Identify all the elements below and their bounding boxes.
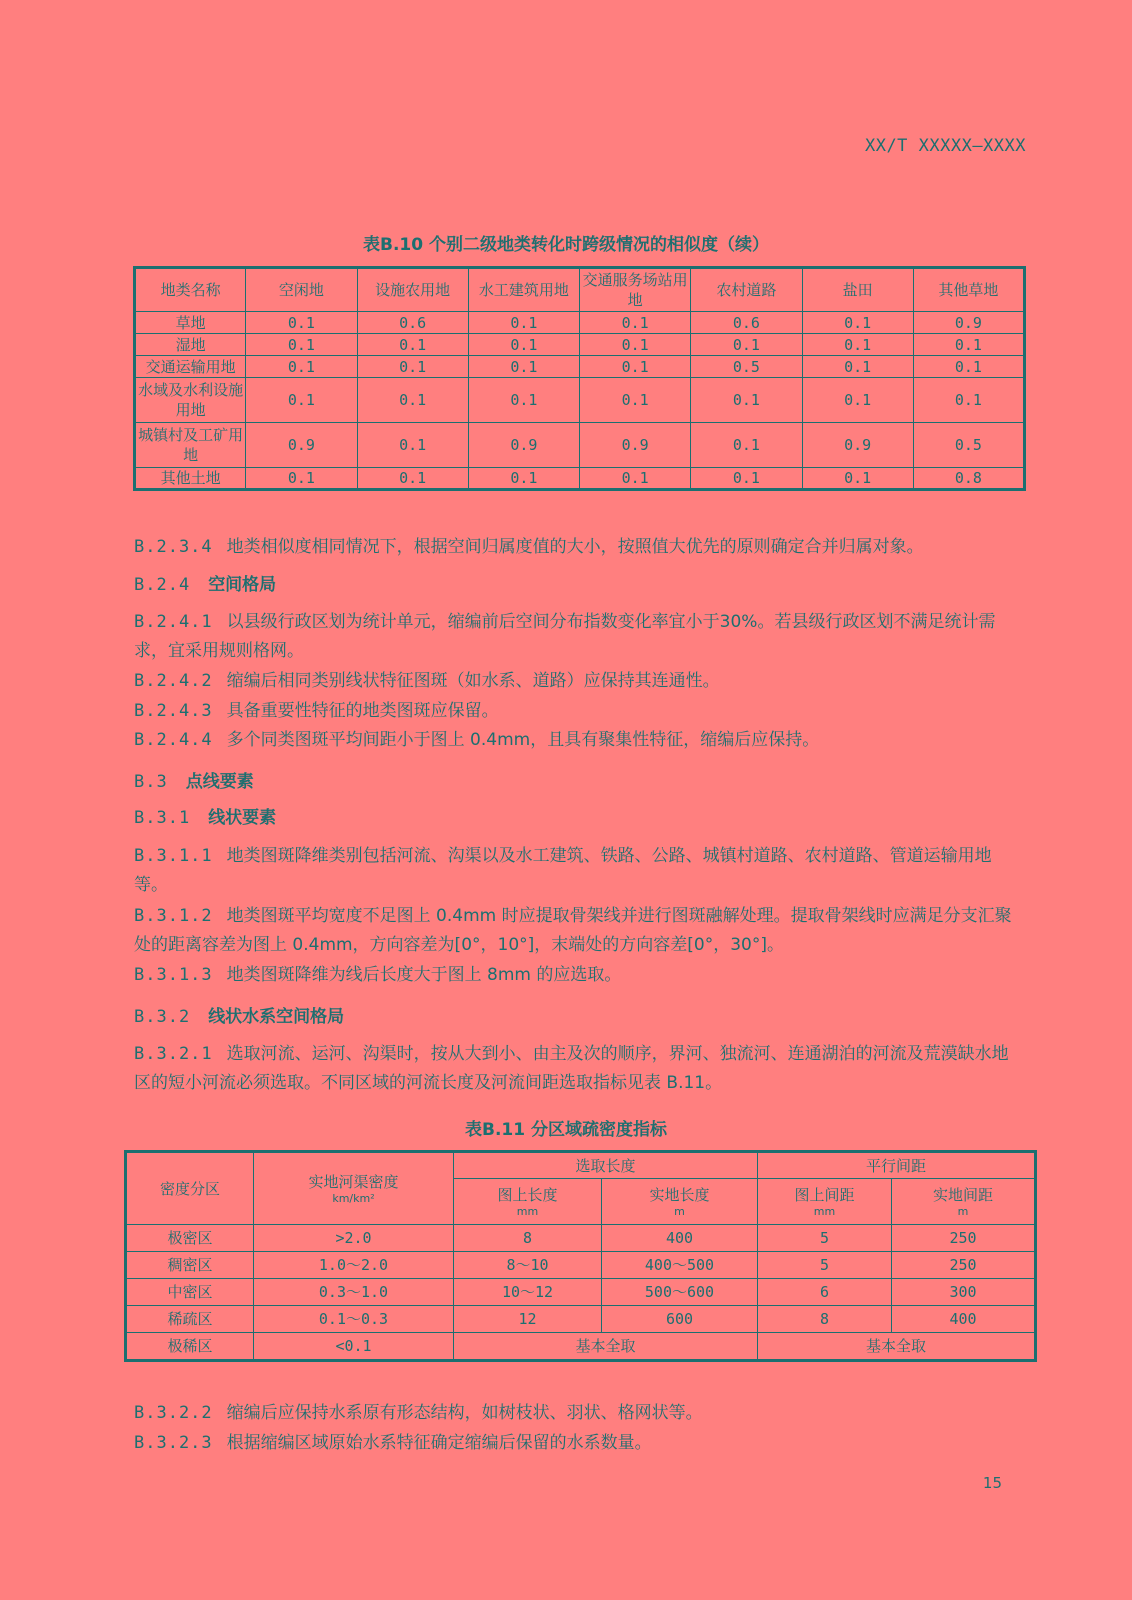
zone-cell: 中密区 [126, 1279, 254, 1306]
table-row [135, 423, 1025, 468]
cell-value: 0.1 [580, 378, 691, 423]
table-row [126, 1333, 1036, 1361]
clause-number: B.3.1 [134, 808, 191, 828]
cell-value: 0.1 [246, 468, 357, 490]
cell-value: 0.1 [246, 378, 357, 423]
map-spacing-label: 图上间距 [794, 1186, 855, 1204]
row-label: 水域及水利设施用地 [135, 378, 246, 423]
cell-value: 0.6 [691, 312, 802, 334]
cell-value: 0.1 [468, 468, 579, 490]
standard-code: XX/T XXXXX—XXXX [864, 136, 1026, 156]
zone-cell: 稀疏区 [126, 1306, 254, 1333]
clause-number: B.3.2.1 [134, 1044, 213, 1064]
section-heading [134, 804, 1024, 833]
table-b10-header-row [135, 268, 1025, 312]
clause-text: 缩编后应保持水系原有形态结构，如树枝状、羽状、格网状等。 [226, 1403, 703, 1423]
clause-number: B.3.2.3 [134, 1433, 213, 1453]
clause-text: 以县级行政区划为统计单元，缩编前后空间分布指数变化率宜小于30%。若县级行政区划不满足统计需求，宜采用规则格网。 [134, 612, 996, 661]
heading-text: 空间格局 [208, 575, 277, 595]
column-header [758, 1179, 892, 1225]
cell-value: 5 [758, 1225, 892, 1252]
clause-b3-1-1 [134, 842, 1024, 900]
clause-number: B.2.3.4 [134, 537, 213, 557]
table-b10 [133, 266, 1026, 491]
cell-value: 6 [758, 1279, 892, 1306]
clause-b3-2-2 [134, 1399, 1024, 1428]
clause-number: B.3.1.1 [134, 846, 213, 866]
heading-text: 线状水系空间格局 [208, 1007, 345, 1027]
clause-b2-4-1 [134, 608, 1024, 666]
cell-value: 0.1 [468, 334, 579, 356]
cell-value: 0.1 [357, 423, 468, 468]
real-spacing-label: 实地间距 [933, 1186, 994, 1204]
column-header [602, 1179, 758, 1225]
cell-value: 0.1 [357, 378, 468, 423]
page-number: 15 [982, 1474, 1002, 1492]
unit-label: m [957, 1205, 969, 1218]
column-header: 水工建筑用地 [468, 268, 579, 312]
clause-text: 地类图斑降维为线后长度大于图上 8mm 的应选取。 [226, 965, 622, 985]
table-row [135, 356, 1025, 378]
cell-value: 0.1 [691, 378, 802, 423]
cell-value: 0.9 [802, 423, 913, 468]
cell-value: 0.1 [246, 334, 357, 356]
table-row [126, 1279, 1036, 1306]
cell-value: 0.1 [357, 334, 468, 356]
clause-b3-1-3 [134, 961, 1024, 990]
table-b10-title: 表B.10 个别二级地类转化时跨级情况的相似度（续） [363, 235, 769, 255]
cell-value: 0.1 [246, 312, 357, 334]
cell-value: 0.1 [802, 378, 913, 423]
clause-number: B.3 [134, 772, 168, 792]
clause-b3-2-3 [134, 1429, 1024, 1458]
table-row [135, 468, 1025, 490]
clause-text: 地类图斑降维类别包括河流、沟渠以及水工建筑、铁路、公路、城镇村道路、农村道路、管道运输用地等。 [134, 846, 992, 895]
clause-b2-3-4 [134, 533, 1024, 562]
cell-value: 300 [892, 1279, 1036, 1306]
cell-value: 0.9 [913, 312, 1024, 334]
section-heading [134, 571, 1024, 600]
row-label: 湿地 [135, 334, 246, 356]
cell-value: 0.1 [913, 356, 1024, 378]
column-group-header: 选取长度 [454, 1152, 758, 1179]
heading-text: 点线要素 [185, 772, 254, 792]
cell-value: 400 [602, 1225, 758, 1252]
clause-number: B.2.4.4 [134, 730, 213, 750]
unit-label: mm [516, 1205, 539, 1218]
cell-value: <0.1 [254, 1333, 454, 1361]
clause-number: B.2.4.2 [134, 671, 213, 691]
cell-value: 0.3～1.0 [254, 1279, 454, 1306]
cell-value: 0.1 [468, 356, 579, 378]
column-header: 交通服务场站用地 [580, 268, 691, 312]
map-length-label: 图上长度 [497, 1186, 558, 1204]
clause-b3-2-1 [134, 1040, 1024, 1098]
cell-value: 0.1 [691, 334, 802, 356]
section-heading [134, 768, 1024, 797]
clause-text: 地类相似度相同情况下，根据空间归属度值的大小，按照值大优先的原则确定合并归属对象。 [226, 537, 924, 557]
column-header: 其他草地 [913, 268, 1024, 312]
density-unit: km/km² [332, 1192, 375, 1205]
clause-number: B.3.1.3 [134, 965, 213, 985]
cell-value: 0.1 [357, 356, 468, 378]
clause-number: B.3.2 [134, 1007, 191, 1027]
clause-text: 选取河流、运河、沟渠时，按从大到小、由主及次的顺序，界河、独流河、连通湖泊的河流及荒漠缺水地区的短小河流必须选取。不同区域的河流长度及河流间距选取指标见表 B.11。 [134, 1044, 1009, 1093]
cell-value: 400～500 [602, 1252, 758, 1279]
real-length-label: 实地长度 [649, 1186, 710, 1204]
cell-value: 0.1 [802, 312, 913, 334]
clause-number: B.2.4.1 [134, 612, 213, 632]
cell-value: 0.1 [580, 334, 691, 356]
cell-value: 250 [892, 1252, 1036, 1279]
column-header [254, 1152, 454, 1225]
cell-value: 0.1 [913, 334, 1024, 356]
clause-text: 地类图斑平均宽度不足图上 0.4mm 时应提取骨架线并进行图斑融解处理。提取骨架线时应满足分支汇聚处的距离容差为图上 0.4mm，方向容差为[0°，10°]，末端处的方向容差[0°，30°]。 [134, 906, 1012, 955]
density-label: 实地河渠密度 [308, 1173, 399, 1191]
cell-value: 0.1 [468, 312, 579, 334]
table-row [135, 312, 1025, 334]
table-row [135, 378, 1025, 423]
cell-value: 0.8 [913, 468, 1024, 490]
cell-value: 0.1 [802, 356, 913, 378]
row-label: 交通运输用地 [135, 356, 246, 378]
cell-value: 0.1 [691, 468, 802, 490]
clause-number: B.3.2.2 [134, 1403, 213, 1423]
clause-text: 缩编后相同类别线状特征图斑（如水系、道路）应保持其连通性。 [226, 671, 720, 691]
cell-value: 0.1 [580, 312, 691, 334]
cell-value: 0.1～0.3 [254, 1306, 454, 1333]
clause-number: B.3.1.2 [134, 906, 213, 926]
cell-value: 基本全取 [454, 1333, 758, 1361]
column-header [892, 1179, 1036, 1225]
column-header: 盐田 [802, 268, 913, 312]
table-row [126, 1225, 1036, 1252]
table-row [126, 1252, 1036, 1279]
cell-value: 10～12 [454, 1279, 602, 1306]
column-header [454, 1179, 602, 1225]
clause-b2-4-3 [134, 697, 1024, 726]
clause-number: B.2.4.3 [134, 701, 213, 721]
row-label: 草地 [135, 312, 246, 334]
table-b11-header-row [126, 1152, 1036, 1179]
cell-value: 0.9 [246, 423, 357, 468]
cell-value: 250 [892, 1225, 1036, 1252]
clause-text: 具备重要性特征的地类图斑应保留。 [226, 701, 499, 721]
clause-b2-4-2 [134, 667, 1024, 696]
zone-cell: 极密区 [126, 1225, 254, 1252]
column-header: 设施农用地 [357, 268, 468, 312]
cell-value: 0.5 [913, 423, 1024, 468]
cell-value: 0.1 [802, 334, 913, 356]
column-header: 农村道路 [691, 268, 802, 312]
column-header: 地类名称 [135, 268, 246, 312]
cell-value: 0.1 [580, 356, 691, 378]
cell-value: 0.1 [246, 356, 357, 378]
cell-value: 0.9 [468, 423, 579, 468]
column-group-header: 平行间距 [758, 1152, 1036, 1179]
zone-cell: 极稀区 [126, 1333, 254, 1361]
cell-value: 基本全取 [758, 1333, 1036, 1361]
cell-value: 12 [454, 1306, 602, 1333]
cell-value: 0.6 [357, 312, 468, 334]
cell-value: 0.1 [580, 468, 691, 490]
cell-value: 8 [758, 1306, 892, 1333]
cell-value: 500～600 [602, 1279, 758, 1306]
cell-value: 1.0～2.0 [254, 1252, 454, 1279]
cell-value: 0.1 [691, 423, 802, 468]
cell-value: >2.0 [254, 1225, 454, 1252]
column-header: 空闲地 [246, 268, 357, 312]
cell-value: 8 [454, 1225, 602, 1252]
row-label: 城镇村及工矿用地 [135, 423, 246, 468]
cell-value: 0.1 [357, 468, 468, 490]
cell-value: 8～10 [454, 1252, 602, 1279]
unit-label: mm [813, 1205, 836, 1218]
cell-value: 400 [892, 1306, 1036, 1333]
clause-b2-4-4 [134, 726, 1024, 755]
cell-value: 0.1 [913, 378, 1024, 423]
heading-text: 线状要素 [208, 808, 277, 828]
table-row [126, 1306, 1036, 1333]
section-heading [134, 1003, 1024, 1032]
cell-value: 0.9 [580, 423, 691, 468]
cell-value: 5 [758, 1252, 892, 1279]
table-b11 [124, 1150, 1037, 1362]
clause-text: 根据缩编区域原始水系特征确定缩编后保留的水系数量。 [226, 1433, 652, 1453]
cell-value: 0.1 [468, 378, 579, 423]
clause-number: B.2.4 [134, 575, 191, 595]
clause-text: 多个同类图斑平均间距小于图上 0.4mm，且具有聚集性特征，缩编后应保持。 [226, 730, 820, 750]
row-label: 其他土地 [135, 468, 246, 490]
unit-label: m [674, 1205, 685, 1218]
cell-value: 0.1 [802, 468, 913, 490]
table-b11-title: 表B.11 分区域疏密度指标 [465, 1120, 667, 1140]
zone-cell: 稠密区 [126, 1252, 254, 1279]
cell-value: 600 [602, 1306, 758, 1333]
column-header: 密度分区 [126, 1152, 254, 1225]
clause-b3-1-2 [134, 902, 1024, 960]
cell-value: 0.5 [691, 356, 802, 378]
table-row [135, 334, 1025, 356]
